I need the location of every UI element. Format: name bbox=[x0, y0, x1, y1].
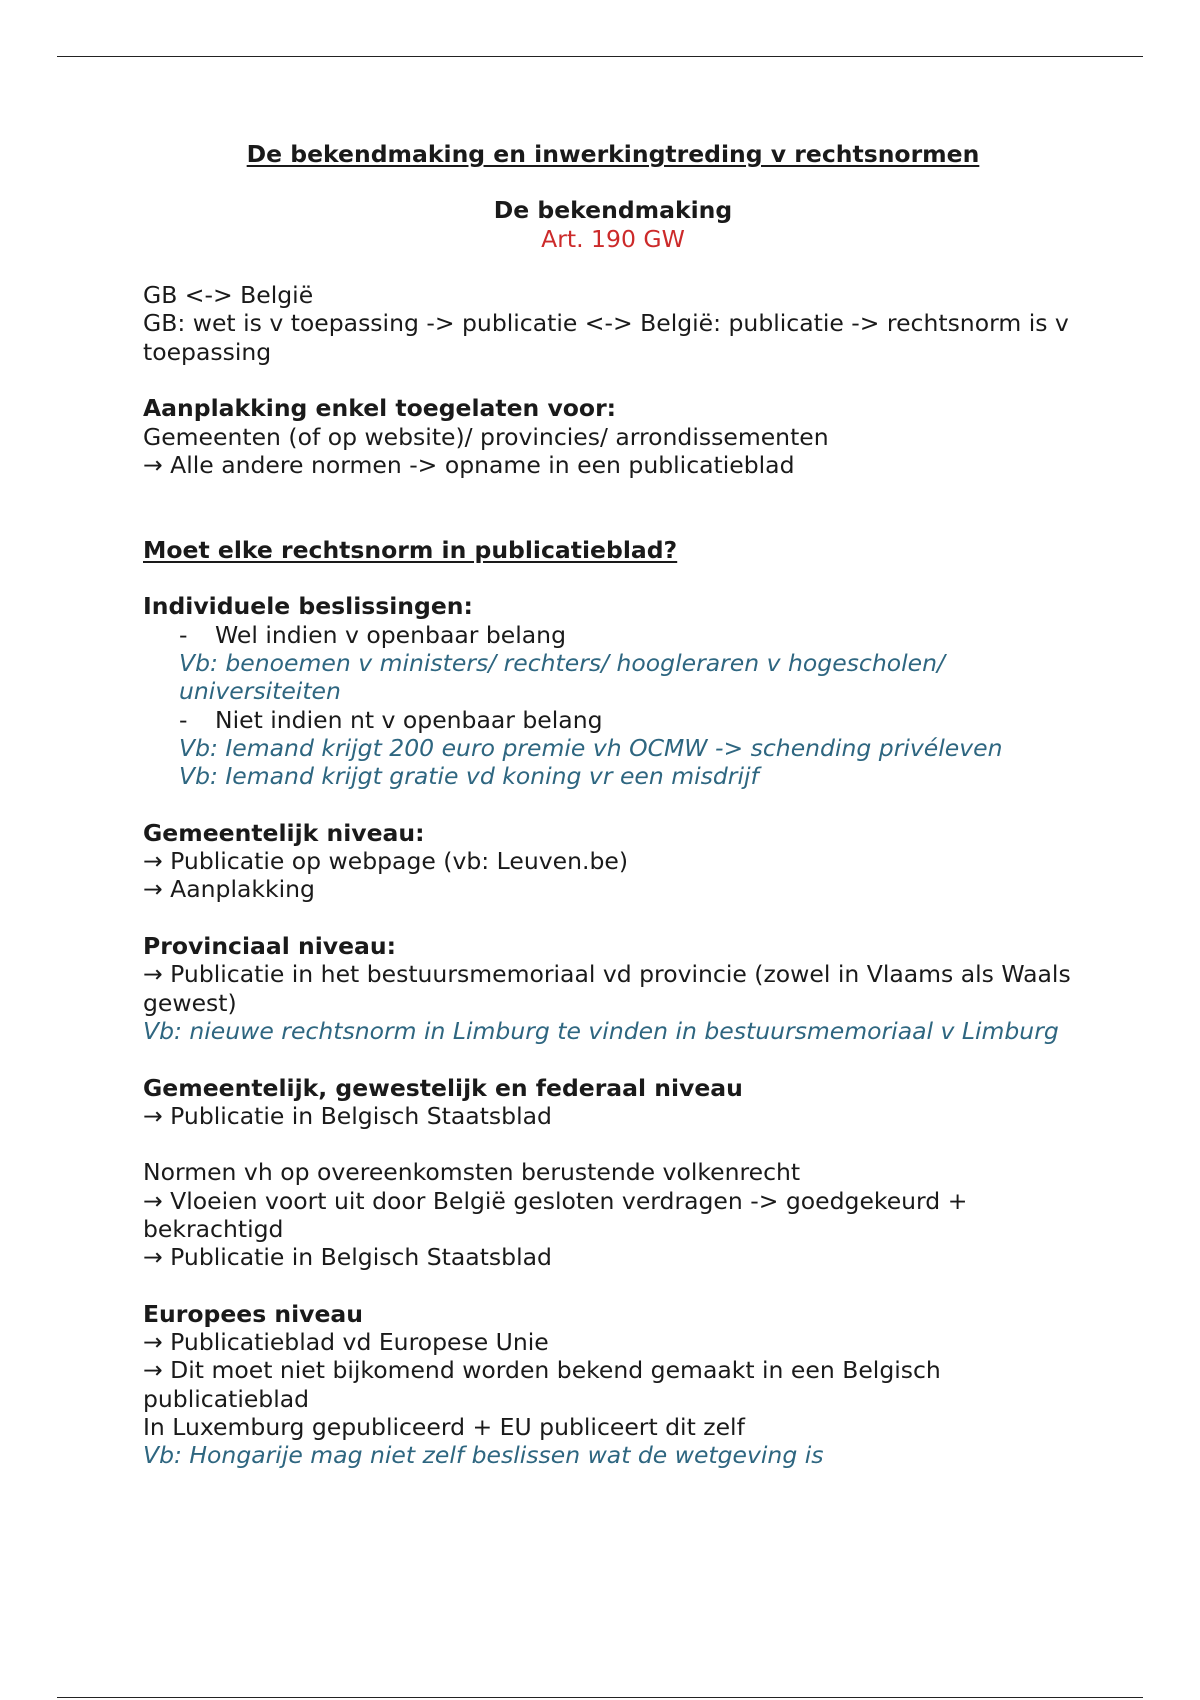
aanplakking-heading: Aanplakking enkel toegelaten voor: bbox=[143, 394, 617, 423]
intro-line: GB <-> België bbox=[143, 281, 314, 310]
aanplakking-line: Gemeenten (of op website)/ provincies/ arrondissementen bbox=[143, 422, 829, 451]
federaal-heading: Gemeentelijk, gewestelijk en federaal niveau bbox=[143, 1073, 743, 1102]
section-title: De bekendmaking bbox=[493, 196, 733, 225]
example-text: Vb: nieuwe rechtsnorm in Limburg te vinden in bestuursmemoriaal v Limburg bbox=[143, 1016, 1059, 1045]
provinciaal-line: → Publicatie in het bestuursmemoriaal vd provincie (zowel in Vlaams als Waals gewest) bbox=[143, 960, 1071, 1017]
volkenrecht-line: → Publicatie in Belgisch Staatsblad bbox=[143, 1243, 552, 1272]
europees-line: → Publicatieblad vd Europese Unie bbox=[143, 1328, 549, 1357]
gemeentelijk-line: → Publicatie op webpage (vb: Leuven.be) bbox=[143, 847, 628, 876]
europees-line: → Dit moet niet bijkomend worden bekend gemaakt in een Belgisch publicatieblad bbox=[143, 1356, 941, 1413]
dash-marker: - bbox=[179, 620, 188, 649]
volkenrecht-line: → Vloeien voort uit door België gesloten verdragen -> goedgekeurd + bekrachtigd bbox=[143, 1186, 968, 1243]
article-reference: Art. 190 GW bbox=[541, 224, 685, 253]
intro-comparison: GB: wet is v toepassing -> publicatie <-> België: publicatie -> rechtsnorm is v toepassing bbox=[143, 309, 1069, 366]
gemeentelijk-line: → Aanplakking bbox=[143, 875, 315, 904]
example-text: Vb: Iemand krijgt 200 euro premie vh OCMW -> schending privéleven bbox=[179, 733, 1003, 762]
provinciaal-heading: Provinciaal niveau: bbox=[143, 932, 397, 961]
example-text: Vb: benoemen v ministers/ rechters/ hoogleraren v hogescholen/ universiteiten bbox=[179, 649, 945, 706]
document-title: De bekendmaking en inwerkingtreding v rechtsnormen bbox=[246, 140, 980, 168]
question-heading: Moet elke rechtsnorm in publicatieblad? bbox=[143, 535, 678, 564]
volkenrecht-line: Normen vh op overeenkomsten berustende volkenrecht bbox=[143, 1158, 801, 1187]
page-bottom-rule bbox=[57, 1697, 1143, 1698]
list-item-text: Wel indien v openbaar belang bbox=[215, 620, 566, 649]
example-text: Vb: Iemand krijgt gratie vd koning vr een misdrijf bbox=[179, 762, 759, 791]
europees-line: In Luxemburg gepubliceerd + EU publiceert dit zelf bbox=[143, 1413, 745, 1442]
list-item bbox=[143, 621, 1083, 649]
example-text: Vb: Hongarije mag niet zelf beslissen wat de wetgeving is bbox=[143, 1441, 824, 1470]
individueel-heading: Individuele beslissingen: bbox=[143, 592, 473, 621]
europees-heading: Europees niveau bbox=[143, 1299, 364, 1328]
document-body bbox=[143, 140, 1083, 1470]
list-item bbox=[143, 706, 1083, 734]
aanplakking-arrow-line: → Alle andere normen -> opname in een publicatieblad bbox=[143, 450, 795, 479]
list-item-text: Niet indien nt v openbaar belang bbox=[215, 705, 603, 734]
gemeentelijk-heading: Gemeentelijk niveau: bbox=[143, 818, 425, 847]
page-top-rule bbox=[57, 56, 1143, 57]
dash-marker: - bbox=[179, 705, 188, 734]
federaal-line: → Publicatie in Belgisch Staatsblad bbox=[143, 1101, 552, 1130]
